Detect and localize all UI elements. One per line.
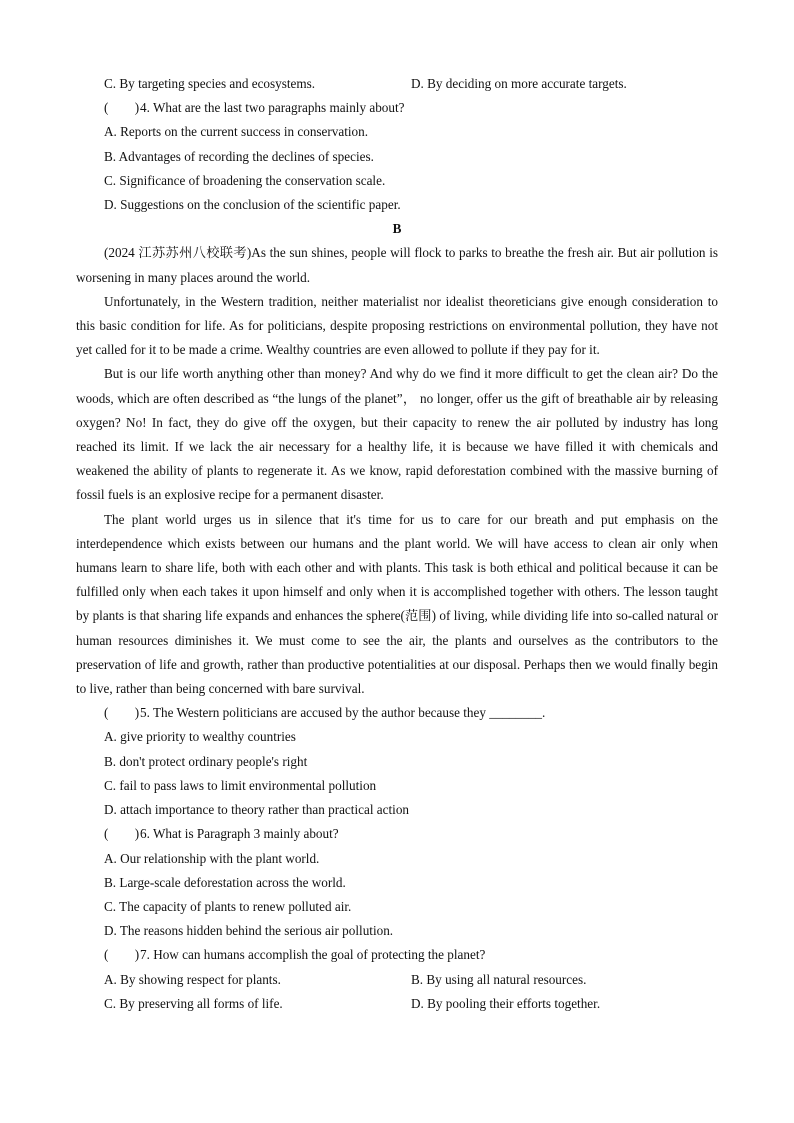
answer-blank[interactable]: ( ) xyxy=(104,947,140,963)
q7-option-b: B. By using all natural resources. xyxy=(411,971,587,987)
answer-blank[interactable]: ( ) xyxy=(104,705,140,721)
q7-text: 7. How can humans accomplish the goal of protecting the planet? xyxy=(140,947,486,963)
section-b-heading: B xyxy=(392,221,402,237)
q5-option-d: D. attach importance to theory rather than practical action xyxy=(104,802,410,818)
q7-option-a: A. By showing respect for plants. xyxy=(104,971,281,987)
passage-paragraph-2: Unfortunately, in the Western tradition, neither materialist nor idealist theoreticians give enough consideration to this basic condition for life. As for politicians, despite proposing restrictions on environmental pollution, they have not yet called for it to be made a crime. Wealthy countries are even allowed to pollute if they pay for it. xyxy=(76,293,718,358)
q4-text: 4. What are the last two paragraphs mainly about? xyxy=(140,100,405,116)
q4-option-d: D. Suggestions on the conclusion of the scientific paper. xyxy=(104,197,401,213)
q6-option-a: A. Our relationship with the plant world. xyxy=(104,850,320,866)
q7-options-row-2 xyxy=(76,992,718,1016)
passage-paragraph-4: The plant world urges us in silence that it's time for us to care for our breath and put emphasis on the interdependence which exists between our humans and the plant world. We will have access to clean air only when humans learn to share life, both with each other and with plants. This task is both ethical and political because it can be fulfilled only when each takes it upon himself and only when it is accomplished together with others. The lesson taught by plants is that sharing life expands and enhances the sphere(范围) of living, while dividing life into so-called natural or human resources diminishes it. We must come to see the air, the plants and ourselves as the contributors to the preservation of life and growth, rather than productive potentialities at our disposal. Perhaps then we would finally begin to live, rather than being concerned with bare survival. xyxy=(76,511,718,697)
q7-options-row-1 xyxy=(76,968,718,992)
document-page xyxy=(76,72,718,1016)
q6-option-b: B. Large-scale deforestation across the world. xyxy=(104,874,346,890)
passage-paragraph-1: (2024 江苏苏州八校联考)As the sun shines, people will flock to parks to breathe the fresh air. But air pollution is worsening in many places around the world. xyxy=(76,245,718,285)
q4-option-c: C. Significance of broadening the conservation scale. xyxy=(104,172,386,188)
q3-option-d: D. By deciding on more accurate targets. xyxy=(411,76,627,91)
q5-option-a: A. give priority to wealthy countries xyxy=(104,729,296,745)
q5-option-b: B. don't protect ordinary people's right xyxy=(104,753,308,769)
answer-blank[interactable]: ( ) xyxy=(104,826,140,842)
q6-stem xyxy=(76,822,718,846)
q4-stem xyxy=(76,96,718,120)
q5-stem xyxy=(76,701,718,725)
q3-options-row xyxy=(76,72,718,96)
q5-option-c: C. fail to pass laws to limit environmental pollution xyxy=(104,777,377,793)
passage-paragraph-3: But is our life worth anything other than money? And why do we find it more difficult to get the clean air? Do the woods, which are often described as “the lungs of the planet”， no longer, offer us the gift of breathable air by releasing oxygen? No! In fact, they do give off the oxygen, but their capacity to renew the air polluted by industry has long reached its limit. If we lack the air necessary for a healthy life, it is because we have filled it with chemicals and weakened the ability of plants to regenerate it. As we know, rapid deforestation combined with the massive burning of fossil fuels is an explosive recipe for a permanent disaster. xyxy=(76,366,718,503)
q3-option-c: C. By targeting species and ecosystems. xyxy=(104,76,316,91)
q7-stem xyxy=(76,943,718,967)
q6-text: 6. What is Paragraph 3 mainly about? xyxy=(140,826,339,842)
answer-blank[interactable]: ( ) xyxy=(104,100,140,116)
q4-option-a: A. Reports on the current success in conservation. xyxy=(104,124,369,140)
q7-option-d: D. By pooling their efforts together. xyxy=(411,995,601,1011)
q5-text: 5. The Western politicians are accused by the author because they ________. xyxy=(140,705,546,721)
q6-option-c: C. The capacity of plants to renew polluted air. xyxy=(104,898,352,914)
q6-option-d: D. The reasons hidden behind the serious air pollution. xyxy=(104,923,394,939)
q4-option-b: B. Advantages of recording the declines of species. xyxy=(104,148,374,164)
q7-option-c: C. By preserving all forms of life. xyxy=(104,995,283,1011)
